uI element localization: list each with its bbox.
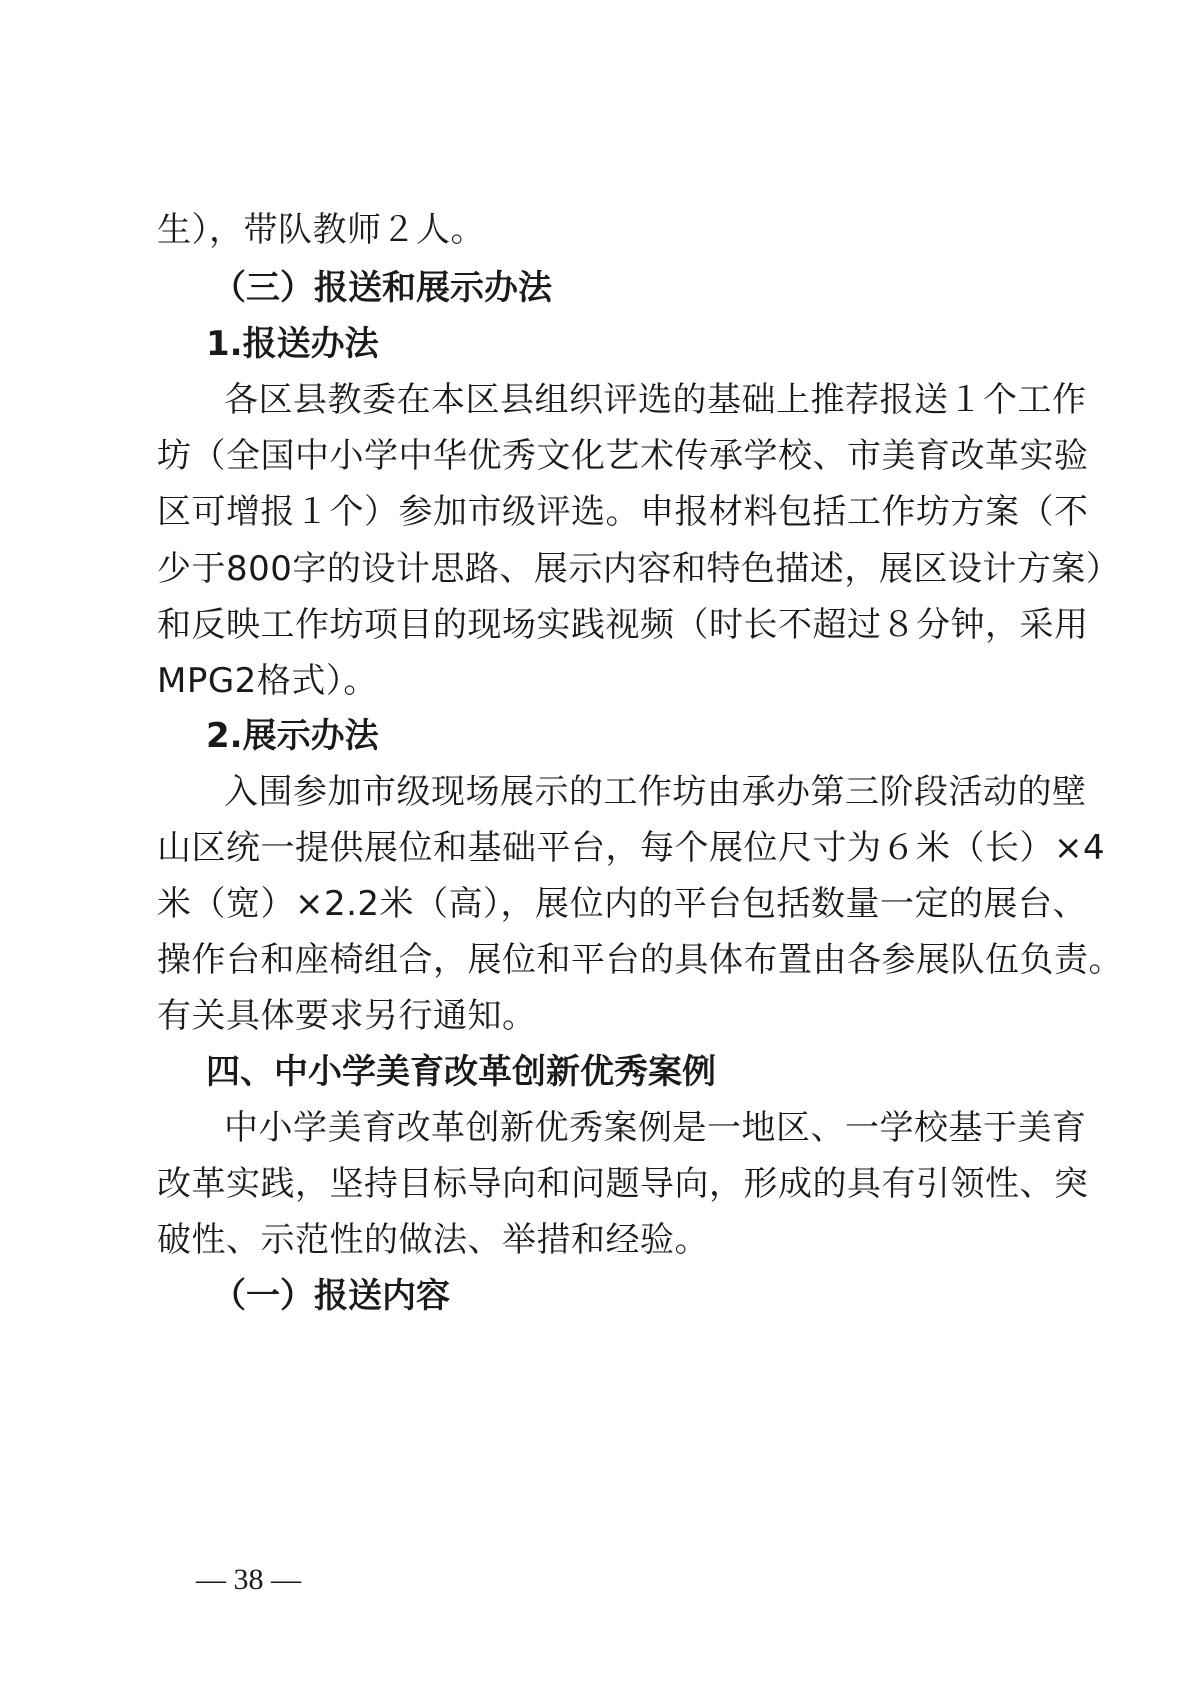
paragraph-line: 破性、示范性的做法、举措和经验。 bbox=[157, 1220, 709, 1260]
paragraph-line: 区可增报１个）参加市级评选。申报材料包括工作坊方案（不 bbox=[157, 492, 1089, 532]
paragraph-line: 山区统一提供展位和基础平台，每个展位尺寸为６米（长）×4 bbox=[157, 828, 1106, 868]
paragraph-line: 各区县教委在本区县组织评选的基础上推荐报送１个工作 bbox=[224, 380, 1087, 420]
paragraph-line: 米（宽）×2.2米（高），展位内的平台包括数量一定的展台、 bbox=[157, 884, 1088, 924]
paragraph-line: 和反映工作坊项目的现场实践视频（时长不超过８分钟，采用 bbox=[157, 605, 1089, 645]
paragraph-line: 有关具体要求另行通知。 bbox=[157, 996, 537, 1036]
section-heading-3: （三）报送和展示办法 bbox=[212, 268, 552, 308]
paragraph-line: 少于800字的设计思路、展示内容和特色描述，展区设计方案） bbox=[157, 549, 1121, 589]
subsection-heading-submission: 1.报送办法 bbox=[206, 324, 379, 364]
paragraph-line: 生），带队教师２人。 bbox=[157, 210, 485, 250]
paragraph-line: 操作台和座椅组合，展位和平台的具体布置由各参展队伍负责。 bbox=[157, 940, 1123, 980]
subsection-heading-display: 2.展示办法 bbox=[206, 716, 379, 756]
section-heading-4: 四、中小学美育改革创新优秀案例 bbox=[206, 1052, 716, 1092]
paragraph-line: 坊（全国中小学中华优秀文化艺术传承学校、市美育改革实验 bbox=[157, 436, 1089, 476]
paragraph-line: MPG2格式）。 bbox=[157, 661, 378, 701]
section-heading-4-1: （一）报送内容 bbox=[212, 1276, 450, 1316]
paragraph-line: 入围参加市级现场展示的工作坊由承办第三阶段活动的壁 bbox=[224, 772, 1087, 812]
paragraph-line: 中小学美育改革创新优秀案例是一地区、一学校基于美育 bbox=[224, 1108, 1087, 1148]
paragraph-line: 改革实践，坚持目标导向和问题导向，形成的具有引领性、突 bbox=[157, 1164, 1089, 1204]
page-number: — 38 — bbox=[196, 1563, 301, 1596]
